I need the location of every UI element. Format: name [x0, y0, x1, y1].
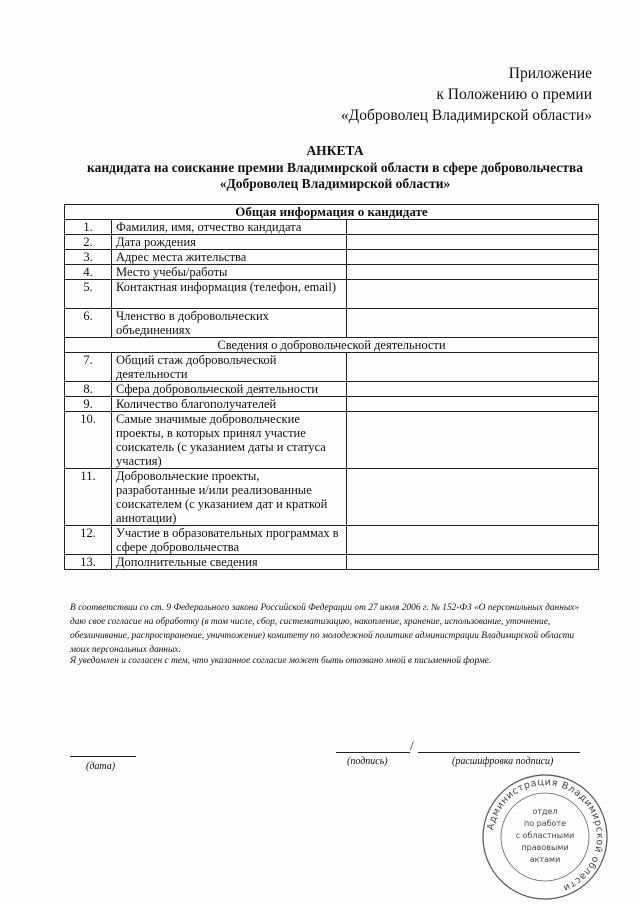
row-label: Дата рождения — [112, 235, 347, 250]
answer-cell[interactable] — [347, 526, 599, 555]
stamp-line: по работе — [523, 819, 567, 828]
row-label: Общий стаж добровольческой деятельности — [112, 353, 347, 382]
row-label: Членство в добровольческих объединениях — [112, 309, 347, 338]
date-caption: (дата) — [86, 761, 116, 772]
stamp-line: правовыми — [521, 843, 569, 852]
row-label: Добровольческие проекты, разработанные и/или реализованные соискателем (с указанием дат и краткой аннотации) — [112, 469, 347, 526]
table-row — [65, 412, 599, 469]
row-number: 13. — [65, 555, 112, 570]
row-label: Фамилия, имя, отчество кандидата — [112, 220, 347, 235]
table-row — [65, 235, 599, 250]
consent-notice: Я уведомлен и согласен с тем, что указанное согласие может быть отозвано мной в письменной форме. — [70, 656, 492, 666]
row-number: 12. — [65, 526, 112, 555]
row-number: 11. — [65, 469, 112, 526]
signature-separator: / — [410, 738, 414, 753]
appendix-header — [341, 63, 592, 126]
decode-caption: (расшифровка подписи) — [452, 756, 554, 767]
row-label: Адрес места жительства — [112, 250, 347, 265]
appendix-line: к Положению о премии — [436, 86, 592, 103]
table-row — [65, 397, 599, 412]
row-number: 6. — [65, 309, 112, 338]
answer-cell[interactable] — [347, 265, 599, 280]
stamp-ring-text: Администрация Владимирской области — [485, 776, 606, 894]
form-subtitle: «Доброволец Владимирской области» — [219, 176, 451, 191]
signature-line[interactable] — [336, 752, 410, 753]
row-label: Дополнительные сведения — [112, 555, 347, 570]
form-subtitle: кандидата на соискание премии Владимирской области в сфере добровольчества — [87, 159, 583, 175]
table-row — [65, 250, 599, 265]
row-number: 5. — [65, 280, 112, 309]
section-header-row — [65, 338, 599, 353]
answer-cell[interactable] — [347, 412, 599, 469]
row-label: Самые значимые добровольческие проекты, в которых принял участие соискатель (с указанием даты и статуса участия) — [112, 412, 347, 469]
answer-cell[interactable] — [347, 220, 599, 235]
signature-caption: (подпись) — [347, 756, 388, 767]
stamp-line: с областными — [515, 831, 575, 840]
section-volunteer-activity: Сведения о добровольческой деятельности — [65, 338, 599, 353]
answer-cell[interactable] — [347, 280, 599, 309]
table-row — [65, 526, 599, 555]
table-row — [65, 280, 599, 309]
row-number: 1. — [65, 220, 112, 235]
answer-cell[interactable] — [347, 555, 599, 570]
section-header-row — [65, 205, 599, 220]
row-number: 3. — [65, 250, 112, 265]
answer-cell[interactable] — [347, 353, 599, 382]
row-number: 8. — [65, 382, 112, 397]
appendix-line: «Доброволец Владимирской области» — [340, 107, 592, 124]
row-number: 2. — [65, 235, 112, 250]
table-row — [65, 382, 599, 397]
row-number: 7. — [65, 353, 112, 382]
section-general-info: Общая информация о кандидате — [65, 205, 599, 220]
row-label: Сфера добровольческой деятельности — [112, 382, 347, 397]
row-label: Место учебы/работы — [112, 265, 347, 280]
answer-cell[interactable] — [347, 235, 599, 250]
row-number: 9. — [65, 397, 112, 412]
form-heading — [40, 143, 630, 193]
consent-text: В соответствии со ст. 9 Федерального закона Российской Федерации от 27 июля 2006 г. № 152-ФЗ «О персональных данных» даю свое согласие на обработку (в том числе, сбор, систематизацию, накопление, хранение, использование, уточнение, обезличивание, распространение, уничтожение) комитету по молодежной политике администрации Владимирской области моих персональных данных. — [70, 603, 580, 655]
answer-cell[interactable] — [347, 309, 599, 338]
official-stamp — [480, 772, 610, 902]
decode-line[interactable] — [418, 752, 580, 753]
answer-cell[interactable] — [347, 469, 599, 526]
row-number: 4. — [65, 265, 112, 280]
date-line[interactable] — [70, 756, 136, 757]
table-row — [65, 555, 599, 570]
row-label: Контактная информация (телефон, email) — [112, 280, 347, 309]
table-row — [65, 309, 599, 338]
answer-cell[interactable] — [347, 382, 599, 397]
stamp-line: отдел — [532, 807, 558, 816]
appendix-line: Приложение — [508, 65, 592, 82]
table-row — [65, 353, 599, 382]
candidate-form-table — [64, 204, 599, 570]
table-row — [65, 265, 599, 280]
row-label: Участие в образовательных программах в сфере добровольчества — [112, 526, 347, 555]
form-title: АНКЕТА — [306, 143, 364, 158]
stamp-line: актами — [529, 855, 561, 864]
answer-cell[interactable] — [347, 250, 599, 265]
answer-cell[interactable] — [347, 397, 599, 412]
row-number: 10. — [65, 412, 112, 469]
table-row — [65, 220, 599, 235]
row-label: Количество благополучателей — [112, 397, 347, 412]
table-row — [65, 469, 599, 526]
